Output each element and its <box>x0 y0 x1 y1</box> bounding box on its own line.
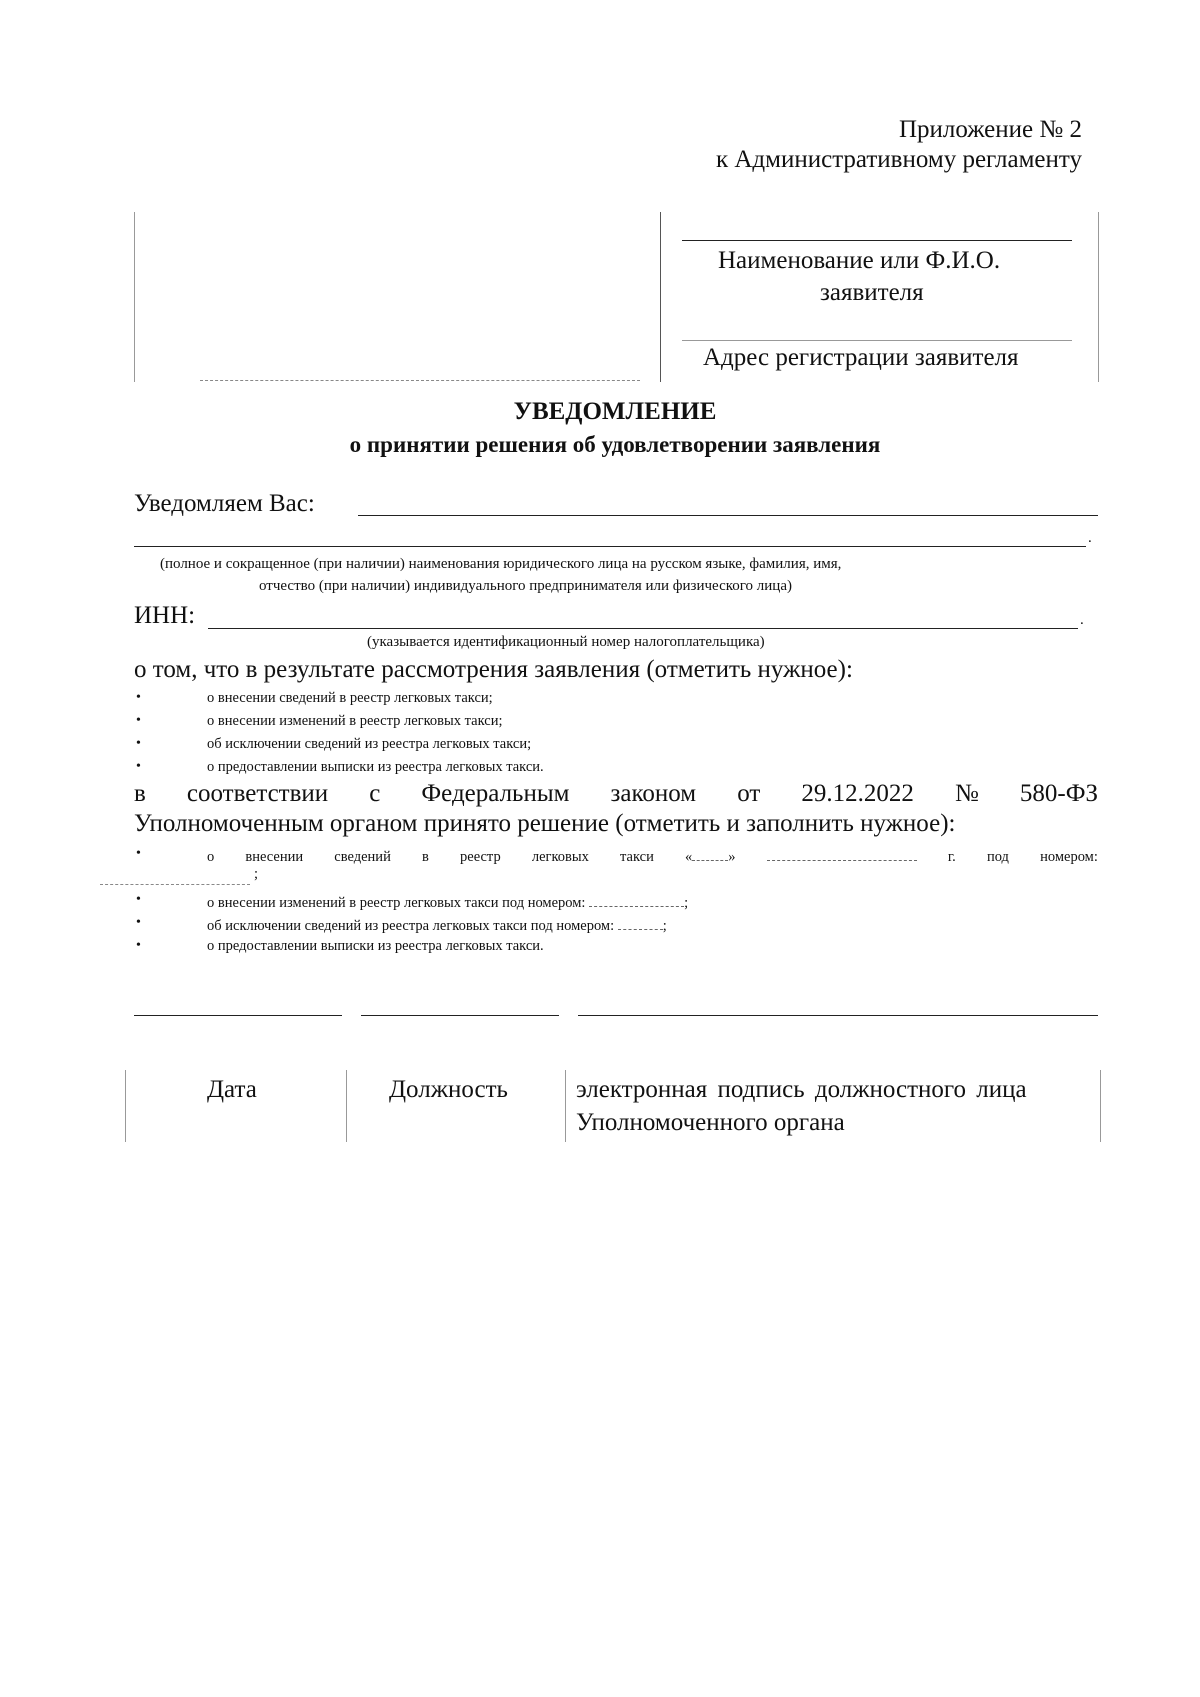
inn-period: . <box>1080 612 1084 628</box>
option-text: об исключении сведений из реестра легковых такси под номером: <box>207 918 615 934</box>
review-option-2[interactable]: о внесении изменений в реестр легковых такси; <box>207 713 503 729</box>
date-signature-line[interactable] <box>134 1015 342 1016</box>
list-bullet: • <box>136 846 141 861</box>
list-bullet: • <box>136 736 141 751</box>
decision-word: 580-ФЗ <box>1019 780 1098 807</box>
list-bullet: • <box>136 759 141 774</box>
notify-period: . <box>1088 530 1092 546</box>
signature-position-label: Должность <box>389 1076 508 1103</box>
sig-col-edge <box>1100 1070 1101 1142</box>
review-intro: о том, что в результате рассмотрения заявления (отметить нужное): <box>134 656 853 683</box>
word: сведений <box>334 849 391 865</box>
word: легковых <box>531 849 589 865</box>
semicolon: ; <box>684 895 689 911</box>
list-bullet: • <box>136 690 141 705</box>
left-box-left-edge <box>134 212 135 382</box>
word: такси <box>620 849 654 865</box>
inn-label: ИНН: <box>134 602 196 629</box>
decision-option-2[interactable] <box>207 892 688 912</box>
applicant-name-label-2: заявителя <box>820 279 924 306</box>
decision-option-1[interactable] <box>207 846 1098 866</box>
word: под <box>986 849 1009 865</box>
day-field[interactable] <box>685 846 736 866</box>
sign-signature-line[interactable] <box>578 1015 1098 1016</box>
inn-hint: (указывается идентификационный номер налогоплательщика) <box>367 634 765 650</box>
left-box-bottom-edge <box>200 380 640 381</box>
notify-hint-2: отчество (при наличии) индивидуального предпринимателя или физического лица) <box>259 578 792 594</box>
decision-word: с <box>369 780 381 807</box>
document-subtitle: о принятии решения об удовлетворении заявления <box>349 432 881 457</box>
decision-option-1-end: ; <box>254 866 259 882</box>
list-bullet: • <box>136 915 141 930</box>
signature-sign-label-1: электронная подпись должностного лица <box>576 1076 1027 1103</box>
number-blank[interactable] <box>618 915 663 930</box>
word: о <box>207 849 215 865</box>
year-suffix: г. <box>947 849 956 865</box>
decision-word: 29.12.2022 <box>801 780 914 807</box>
notify-line-1[interactable] <box>358 515 1098 516</box>
month-blank[interactable] <box>767 846 917 861</box>
semicolon: ; <box>662 918 667 934</box>
decision-line-1 <box>134 780 1098 808</box>
signature-date-label: Дата <box>207 1076 257 1103</box>
decision-line-2: Уполномоченным органом принято решение (отметить и заполнить нужное): <box>134 810 956 837</box>
decision-word: № <box>954 780 979 807</box>
appendix-line-2: к Административному регламенту <box>715 146 1082 173</box>
sig-col-edge <box>565 1070 566 1142</box>
document-title: УВЕДОМЛЕНИЕ <box>513 398 717 425</box>
decision-word: законом <box>610 780 697 807</box>
decision-word: в <box>134 780 146 807</box>
list-bullet: • <box>136 713 141 728</box>
word: в <box>422 849 429 865</box>
notify-label: Уведомляем Вас: <box>134 490 315 517</box>
decision-option-1-number-blank[interactable] <box>100 884 250 885</box>
quote-open: « <box>685 849 693 865</box>
list-bullet: • <box>136 892 141 907</box>
review-option-3[interactable]: об исключении сведений из реестра легковых такси; <box>207 736 532 752</box>
decision-option-4[interactable]: о предоставлении выписки из реестра легковых такси. <box>207 938 544 954</box>
option-text: о внесении изменений в реестр легковых такси под номером: <box>207 895 586 911</box>
applicant-name-line <box>682 240 1072 241</box>
applicant-name-label: Наименование или Ф.И.О. <box>718 247 1001 274</box>
applicant-address-label: Адрес регистрации заявителя <box>703 344 1019 371</box>
right-box-right-edge <box>1098 212 1099 382</box>
left-box-right-edge <box>660 212 661 382</box>
decision-word: Федеральным <box>421 780 570 807</box>
inn-line[interactable] <box>208 628 1078 629</box>
notify-hint-1: (полное и сокращенное (при наличии) наименования юридического лица на русском языке, фамилия, имя, <box>160 556 842 572</box>
review-option-1[interactable]: о внесении сведений в реестр легковых такси; <box>207 690 493 706</box>
month-field[interactable] <box>767 846 917 866</box>
day-blank[interactable] <box>692 846 728 861</box>
decision-word: соответствии <box>186 780 329 807</box>
notify-line-2[interactable] <box>134 546 1086 547</box>
list-bullet: • <box>136 938 141 953</box>
position-signature-line[interactable] <box>361 1015 559 1016</box>
review-option-4[interactable]: о предоставлении выписки из реестра легковых такси. <box>207 759 544 775</box>
signature-sign-label-2: Уполномоченного органа <box>576 1109 845 1136</box>
word: реестр <box>460 849 501 865</box>
decision-word: от <box>737 780 761 807</box>
decision-option-3[interactable] <box>207 915 667 935</box>
appendix-line-1: Приложение № 2 <box>898 116 1082 143</box>
quote-close: » <box>728 849 736 865</box>
applicant-address-line <box>682 340 1072 341</box>
sig-col-edge <box>346 1070 347 1142</box>
word: номером: <box>1040 849 1098 865</box>
number-blank[interactable] <box>589 892 684 907</box>
word: внесении <box>245 849 304 865</box>
sig-col-edge <box>125 1070 126 1142</box>
